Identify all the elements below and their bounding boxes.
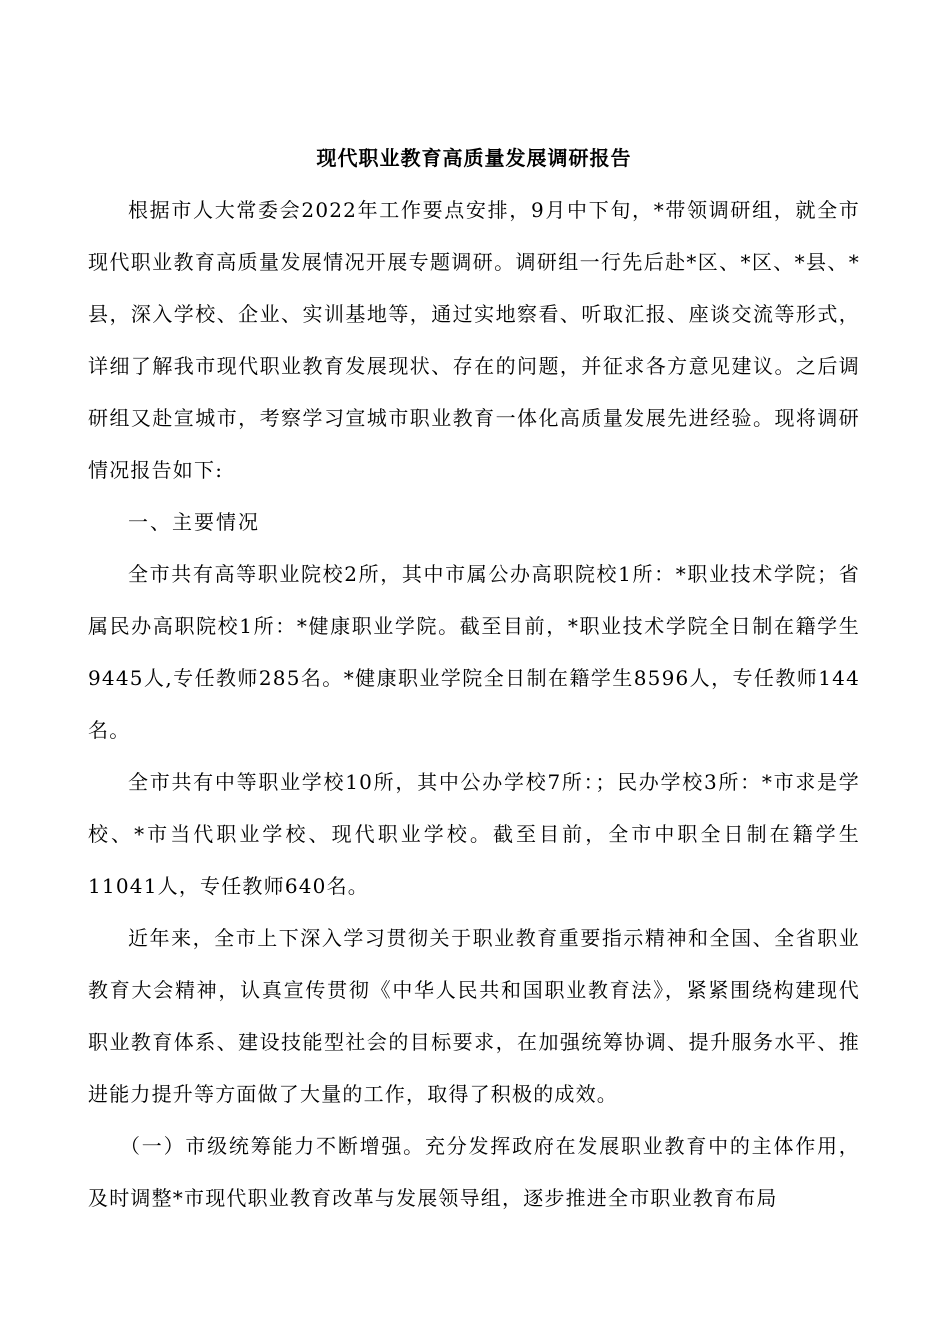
paragraph-intro: 根据市人大常委会2022年工作要点安排，9月中下旬，*带领调研组，就全市现代职业教育高质量发展情况开展专题调研。调研组一行先后赴*区、*区、*县、*县，深入学校、企业、实训基地等，通过实地察看、听取汇报、座谈交流等形式，详细了解我市现代职业教育发展现状、存在的问题，并征求各方意见建议。之后调研组又赴宣城市，考察学习宣城市职业教育一体化高质量发展先进经验。现将调研情况报告如下:: [88, 198, 860, 482]
document-title: 现代职业教育高质量发展调研报告: [316, 146, 632, 170]
paragraph-higher-vocational: 全市共有高等职业院校2所，其中市属公办高职院校1所：*职业技术学院；省属民办高职院校1所：*健康职业学院。截至目前，*职业技术学院全日制在籍学生9445人,专任教师285名。*健康职业学院全日制在籍学生8596人，专任教师144名。: [88, 562, 860, 742]
paragraph-coordination: （一）市级统筹能力不断增强。充分发挥政府在发展职业教育中的主体作用，及时调整*市现代职业教育改革与发展领导组，逐步推进全市职业教育布局: [88, 1134, 860, 1210]
paragraph-secondary-vocational: 全市共有中等职业学校10所，其中公办学校7所：；民办学校3所：*市求是学校、*市当代职业学校、现代职业学校。截至目前，全市中职全日制在籍学生11041人，专任教师640名。: [88, 770, 860, 898]
section-heading-main-situation: 一、主要情况: [128, 510, 260, 534]
paragraph-recent-years: 近年来，全市上下深入学习贯彻关于职业教育重要指示精神和全国、全省职业教育大会精神，认真宣传贯彻《中华人民共和国职业教育法》，紧紧围绕构建现代职业教育体系、建设技能型社会的目标要求，在加强统筹协调、提升服务水平、推进能力提升等方面做了大量的工作，取得了积极的成效。: [88, 926, 860, 1106]
document-page: [88, 138, 860, 1224]
